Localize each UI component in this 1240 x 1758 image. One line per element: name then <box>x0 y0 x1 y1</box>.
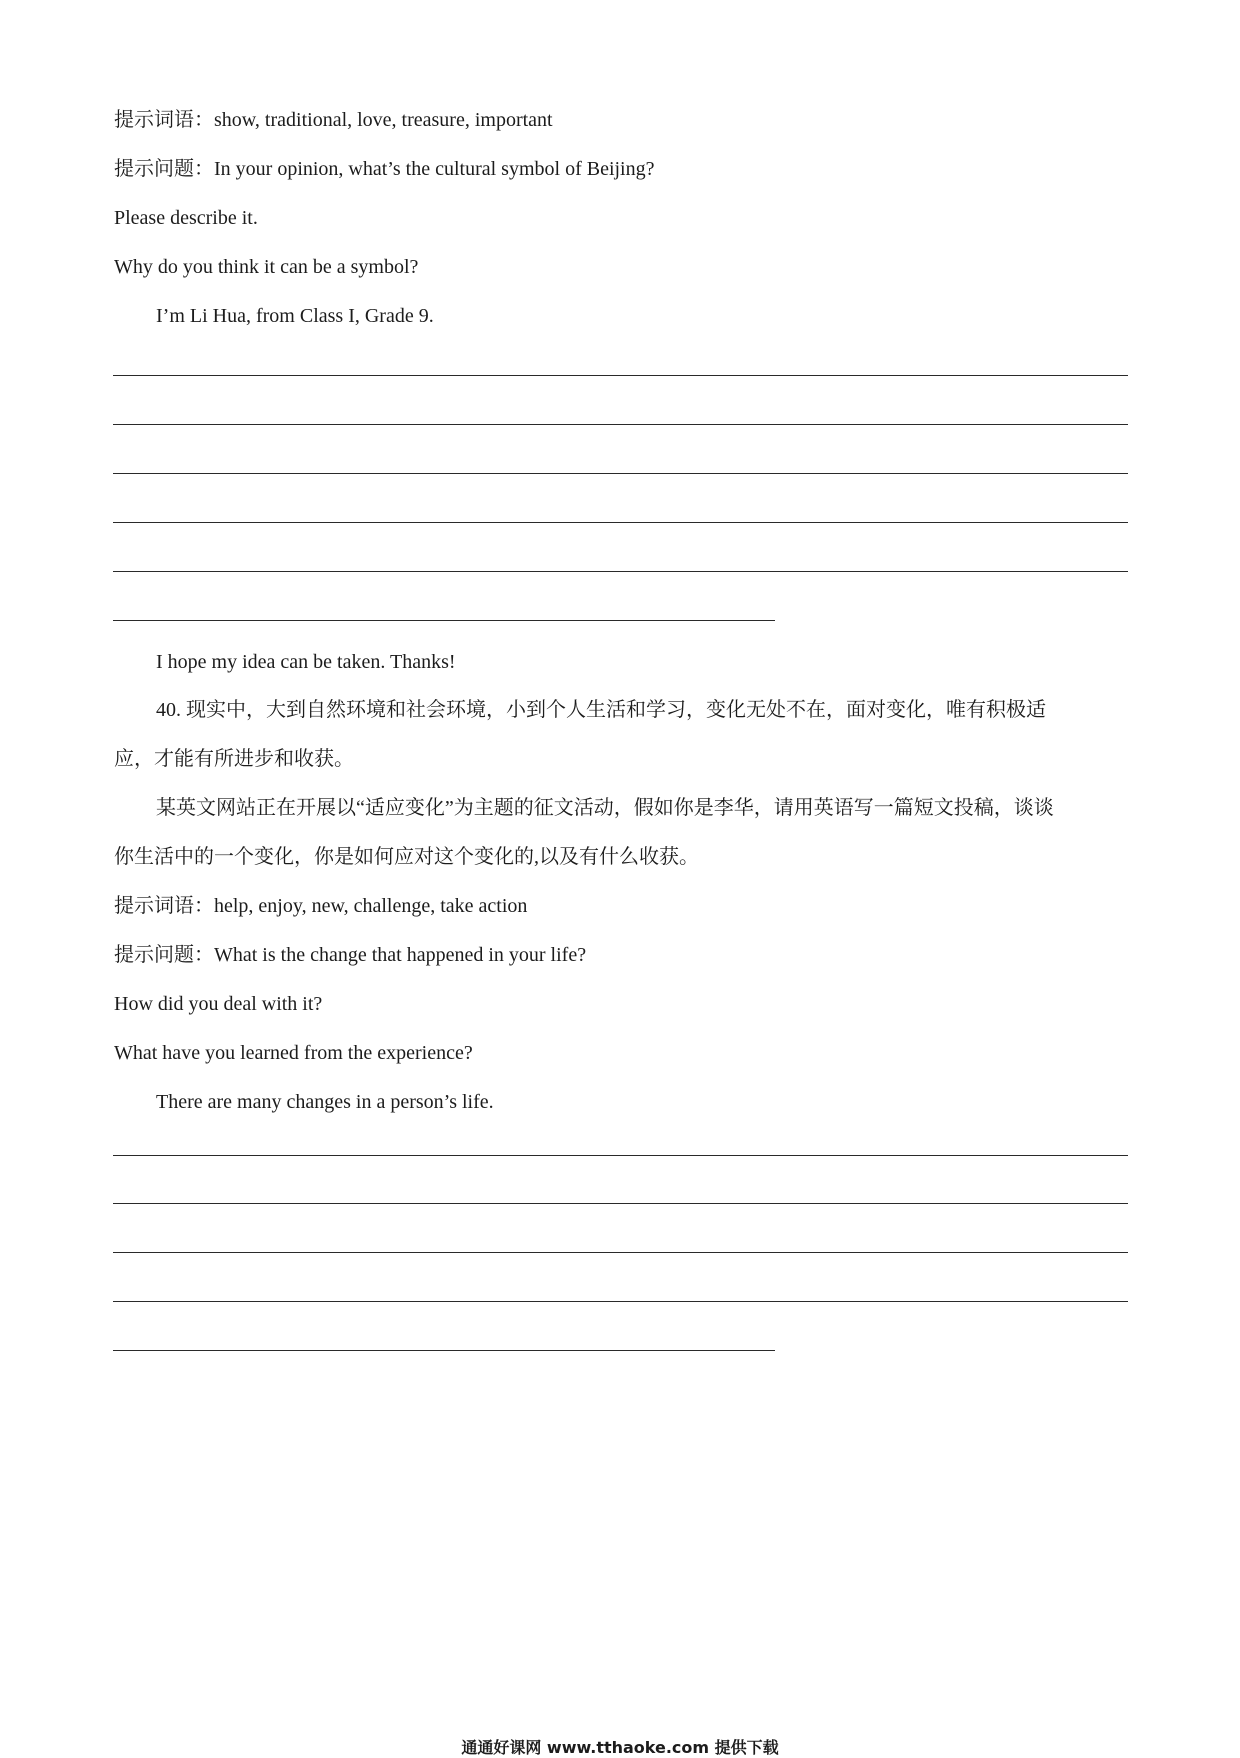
question-40-task: 某英文网站正在开展以“适应变化”为主题的征文活动，假如你是李华，请用英语写一篇短文投稿，谈谈 <box>156 797 1054 819</box>
question-why-symbol: Why do you think it can be a symbol? <box>114 256 419 278</box>
essay-opening-2: There are many changes in a person’s life. <box>156 1091 494 1113</box>
hint-questions-1: 提示问题：In your opinion, what’s the cultural symbol of Beijing? <box>114 158 655 180</box>
hint-words-1: 提示词语：show, traditional, love, treasure, important <box>114 109 553 131</box>
hint-questions-2: 提示问题：What is the change that happened in your life? <box>114 944 587 966</box>
essay-opening-1: I’m Li Hua, from Class I, Grade 9. <box>156 305 434 327</box>
question-40-task-cont: 你生活中的一个变化，你是如何应对这个变化的,以及有什么收获。 <box>114 846 699 868</box>
answer-line-short <box>113 620 775 621</box>
answer-line <box>113 1301 1128 1302</box>
answer-line <box>113 522 1128 523</box>
answer-line <box>113 473 1128 474</box>
question-40-prompt-cont: 应，才能有所进步和收获。 <box>114 748 354 770</box>
page-footer: 通通好课网 www.tthaoke.com 提供下载 <box>461 1738 779 1757</box>
answer-line <box>113 1203 1128 1204</box>
answer-line <box>113 424 1128 425</box>
question-describe: Please describe it. <box>114 207 258 229</box>
question-learned: What have you learned from the experience? <box>114 1042 473 1064</box>
question-deal-with: How did you deal with it? <box>114 993 323 1015</box>
answer-line <box>113 1252 1128 1253</box>
essay-closing-1: I hope my idea can be taken. Thanks! <box>156 651 456 673</box>
answer-line <box>113 571 1128 572</box>
question-40-prompt: 40. 现实中，大到自然环境和社会环境，小到个人生活和学习，变化无处不在，面对变化，唯有积极适 <box>156 699 1046 721</box>
answer-line-short <box>113 1350 775 1351</box>
answer-line <box>113 375 1128 376</box>
hint-words-2: 提示词语：help, enjoy, new, challenge, take action <box>114 895 528 917</box>
answer-line <box>113 1155 1128 1156</box>
